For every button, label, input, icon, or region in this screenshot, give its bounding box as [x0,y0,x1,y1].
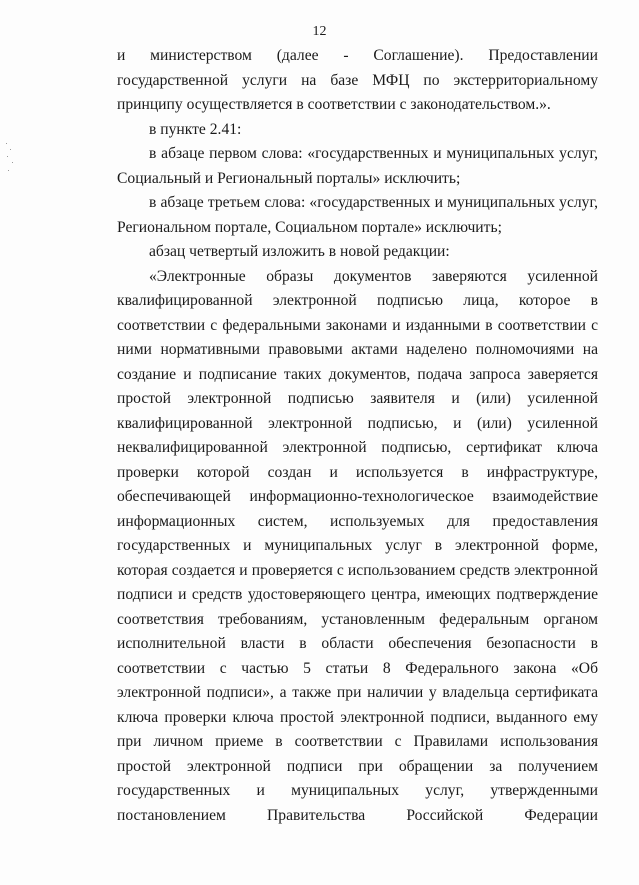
paragraph-point-2-41: в пункте 2.41: [149,120,242,138]
page-number: 12 [312,24,327,39]
paragraph-continuation: и министерством (далее - Соглашение). Предоставлении государственной услуги на базе МФЦ по экстерриториальному принципу осуществляется в соответствии с законодательством.». [117,47,598,113]
scan-specks-decoration [4,140,16,180]
paragraph-new-redaction: «Электронные образы документов заверяются усиленной квалифицированной электронной подписью лица, которое в соответствии с федеральными законами и изданными в соответствии с ними нормативными правовыми актами наделено полномочиями на создание и подписание таких документов, подача запроса заверяется простой электронной подписью заявителя и (или) усиленной квалифицированной электронной подписью, и (или) усиленной неквалифицированной электронной подписью, сертификат ключа проверки которой создан и используется в инфраструктуре, обеспечивающей информационно-технологическое взаимодействие информационных систем, используемых для предоставления государственных и муниципальных услуг в электронной форме, которая создается и проверяется с использованием средств электронной подписи и средств удостоверяющего центра, имеющих подтверждение соответствия требованиям, установленным федеральным органом исполнительной власти в области обеспечения безопасности в соответствии с частью 5 статьи 8 Федерального закона «Об электронной подписи», а также при наличии у владельца сертификата ключа проверки ключа простой электронной подписи, выданного ему при личном приеме в соответствии с Правилами использования простой электронной подписи при обращении за получением государственных и муниципальных услуг, утвержденными постановлением Правительства Российской Федерации [117,267,598,824]
paragraph-first-abzac: в абзаце первом слова: «государственных и муниципальных услуг, Социальный и Региональный порталы» исключить; [117,145,598,187]
document-body [117,44,598,828]
paragraph-fourth-abzac-intro: абзац четвертый изложить в новой редакции: [149,243,450,260]
paragraph-third-abzac: в абзаце третьем слова: «государственных и муниципальных услуг, Региональном портале, Социальном портале» исключить; [117,194,598,236]
